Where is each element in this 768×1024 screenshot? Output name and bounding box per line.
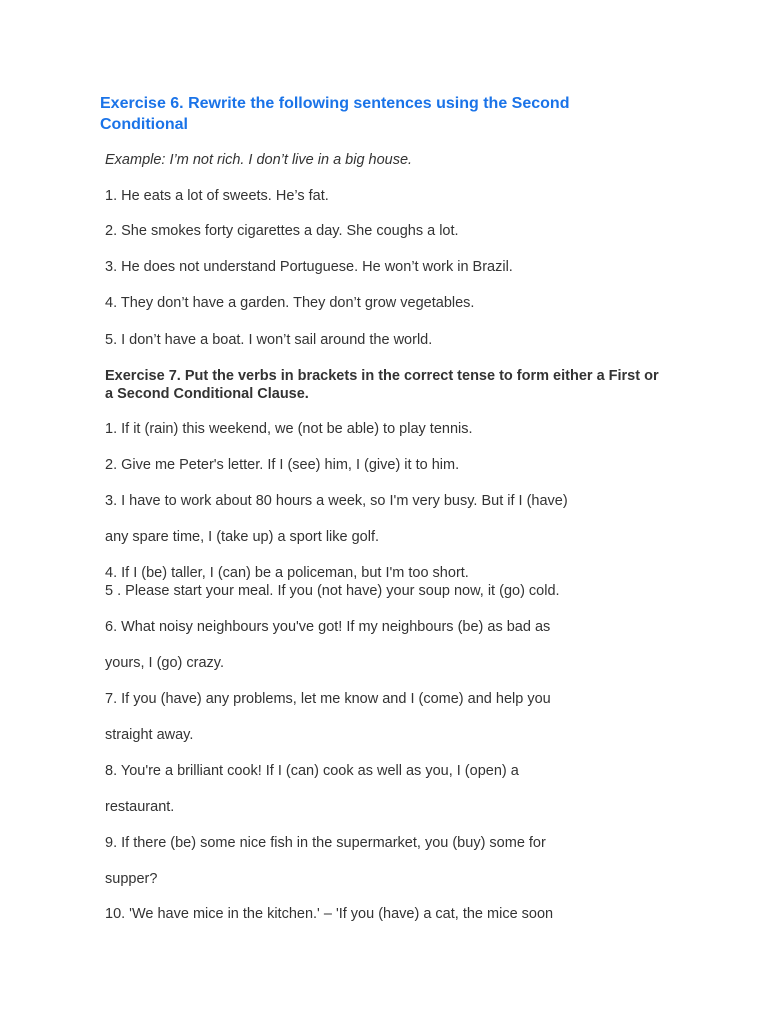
exercise-7-line: 9. If there (be) some nice fish in the supermarket, you (buy) some for xyxy=(105,835,546,851)
exercise-7-title: Exercise 7. Put the verbs in brackets in the correct tense to form either a First or a Second Conditional Clause. xyxy=(105,368,659,402)
exercise-7-line: any spare time, I (take up) a sport like golf. xyxy=(105,529,380,545)
exercise-7-line: supper? xyxy=(105,871,158,887)
exercise-6-item: 2. She smokes forty cigarettes a day. She coughs a lot. xyxy=(105,223,459,239)
exercise-7-line: 4. If I (be) taller, I (can) be a policeman, but I'm too short. xyxy=(105,565,469,581)
exercise-7-line: straight away. xyxy=(105,727,194,743)
exercise-6-item: 4. They don’t have a garden. They don’t grow vegetables. xyxy=(105,295,475,311)
exercise-7-line: 3. I have to work about 80 hours a week, so I'm very busy. But if I (have) xyxy=(105,493,568,509)
exercise-7-line: 8. You're a brilliant cook! If I (can) cook as well as you, I (open) a xyxy=(105,763,519,779)
exercise-7-line: 2. Give me Peter's letter. If I (see) him, I (give) it to him. xyxy=(105,457,460,473)
exercise-7-line: 10. 'We have mice in the kitchen.' – 'If you (have) a cat, the mice soon xyxy=(105,906,554,922)
exercise-7-line: 7. If you (have) any problems, let me know and I (come) and help you xyxy=(105,691,551,707)
exercise-7-line: 5 . Please start your meal. If you (not have) your soup now, it (go) cold. xyxy=(105,583,560,599)
exercise-7-line: yours, I (go) crazy. xyxy=(105,655,224,671)
exercise-6-item: 3. He does not understand Portuguese. He won’t work in Brazil. xyxy=(105,259,513,275)
exercise-7-line: 6. What noisy neighbours you've got! If my neighbours (be) as bad as xyxy=(105,619,551,635)
exercise-7-line: restaurant. xyxy=(105,799,175,815)
exercise-6-item: 5. I don’t have a boat. I won’t sail around the world. xyxy=(105,332,433,348)
exercise-6-example: Example: I’m not rich. I don’t live in a big house. xyxy=(105,152,413,168)
exercise-6-title: Exercise 6. Rewrite the following sentences using the Second Conditional xyxy=(100,95,570,133)
exercise-7-line: 1. If it (rain) this weekend, we (not be able) to play tennis. xyxy=(105,421,473,437)
exercise-6-item: 1. He eats a lot of sweets. He’s fat. xyxy=(105,188,329,204)
